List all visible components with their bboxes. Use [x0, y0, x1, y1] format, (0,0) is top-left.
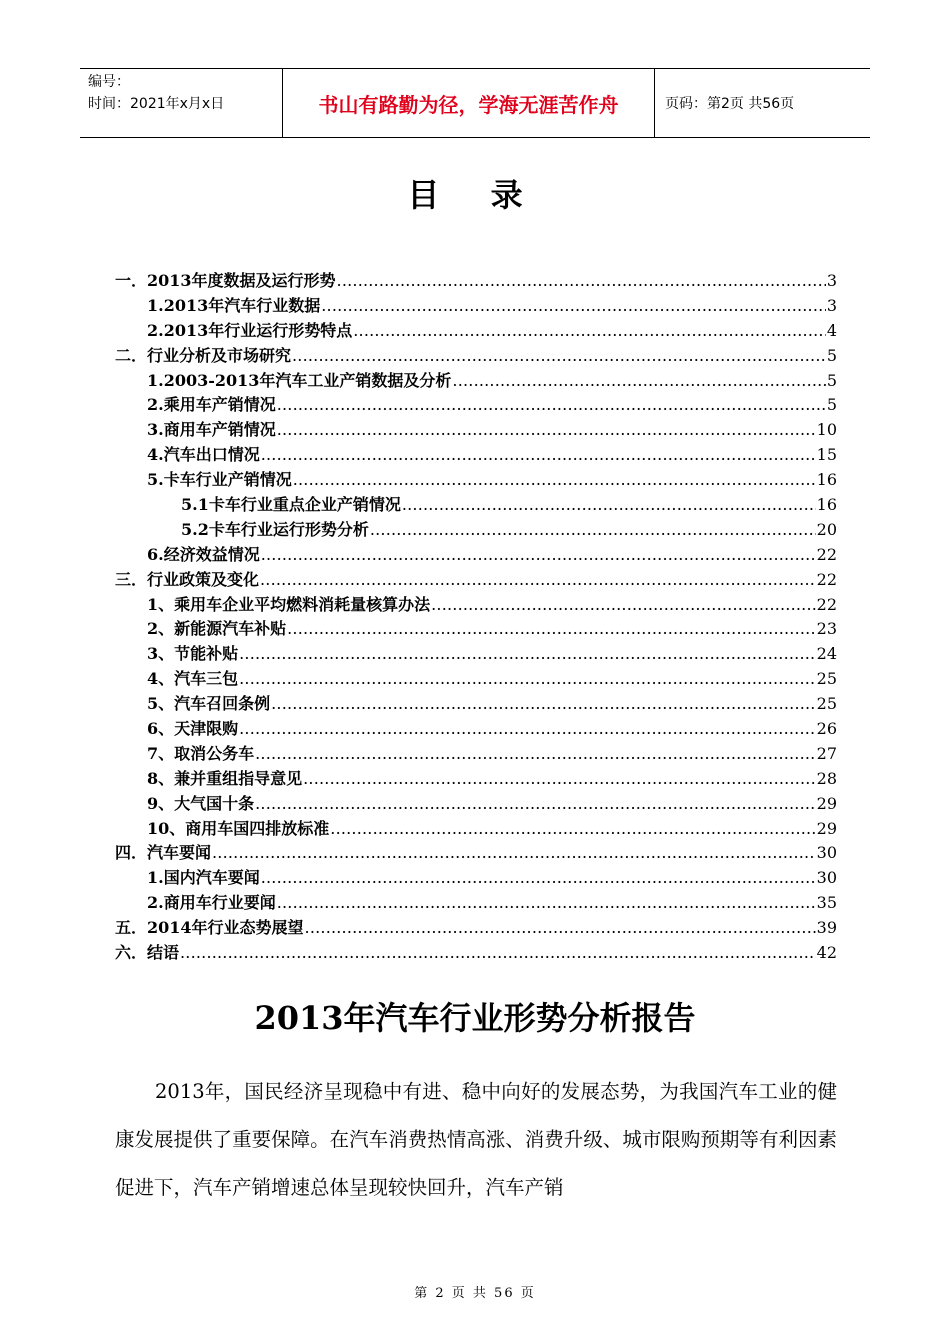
toc-entry[interactable] [115, 517, 837, 542]
toc-leader-dots [239, 719, 816, 738]
toc-entry[interactable] [115, 467, 837, 492]
toc-entry-label: 2.乘用车产销情况 [147, 395, 276, 415]
toc-entry-label: 5、汽车召回条例 [147, 694, 271, 714]
toc-entry-page: 10 [816, 420, 837, 440]
document-number-label: 编号： [88, 74, 130, 90]
toc-entry[interactable] [115, 442, 837, 467]
toc-entry-page: 5 [826, 395, 837, 415]
toc-entry[interactable] [115, 492, 837, 517]
toc-title: 目 录 [407, 176, 543, 214]
toc-entry-page: 5 [826, 370, 837, 390]
toc-leader-dots [255, 794, 816, 813]
toc-entry-page: 26 [816, 719, 837, 739]
toc-entry-label: 1.2003-2013年汽车工业产销数据及分析 [147, 370, 452, 390]
toc-entry[interactable] [115, 865, 837, 890]
toc-leader-dots [180, 943, 816, 962]
toc-entry-page: 25 [816, 694, 837, 714]
toc-entry-label: 3、节能补贴 [147, 644, 239, 664]
toc-entry-page: 39 [816, 918, 837, 938]
toc-entry-page: 28 [816, 768, 837, 788]
toc-entry[interactable] [115, 417, 837, 442]
page-footer: 第 2 页 共 56 页 [414, 1286, 536, 1301]
toc-entry-page: 29 [816, 793, 837, 813]
toc-entry-label: 6、天津限购 [147, 719, 239, 739]
toc-leader-dots [277, 420, 816, 439]
toc-leader-dots [212, 843, 816, 862]
toc-entry[interactable] [115, 592, 837, 617]
toc-entry-page: 30 [816, 868, 837, 888]
toc-leader-dots [239, 669, 816, 688]
toc-entry[interactable] [115, 666, 837, 691]
toc-entry-label: 7、取消公务车 [147, 743, 255, 763]
toc-entry-label: 5.2卡车行业运行形势分析 [181, 519, 369, 539]
toc-entry-label: 1.国内汽车要闻 [147, 868, 260, 888]
toc-leader-dots [293, 470, 816, 489]
toc-entry-page: 4 [826, 320, 837, 340]
header-meta-cell [80, 69, 283, 137]
toc-entry[interactable] [115, 268, 837, 293]
toc-leader-dots [370, 520, 816, 539]
toc-entry-page: 25 [816, 669, 837, 689]
toc-entry-label: 5.1卡车行业重点企业产销情况 [181, 495, 401, 515]
toc-entry-label: 2.2013年行业运行形势特点 [147, 320, 353, 340]
toc-entry-label: 3.商用车产销情况 [147, 420, 276, 440]
toc-leader-dots [303, 769, 816, 788]
toc-entry-label: 8、兼并重组指导意见 [147, 768, 303, 788]
toc-leader-dots [431, 595, 816, 614]
toc-entry-label: 4.汽车出口情况 [147, 445, 260, 465]
toc-leader-dots [330, 819, 815, 838]
toc-leader-dots [452, 371, 825, 390]
toc-entry[interactable] [115, 691, 837, 716]
toc-entry-label: 5.卡车行业产销情况 [147, 470, 292, 490]
toc-leader-dots [260, 570, 816, 589]
toc-entry-page: 5 [826, 345, 837, 365]
document-time-label: 时间：2021年x月x日 [88, 96, 225, 112]
toc-entry[interactable] [115, 716, 837, 741]
toc-entry-page: 30 [816, 843, 837, 863]
toc-entry-page: 20 [816, 519, 837, 539]
toc-entry-page: 22 [816, 594, 837, 614]
toc-leader-dots [321, 296, 826, 315]
toc-entry[interactable] [115, 542, 837, 567]
toc-entry[interactable] [115, 915, 837, 940]
toc-entry[interactable] [115, 343, 837, 368]
toc-entry-label: 六．结语 [115, 943, 180, 963]
toc-entry-page: 42 [816, 943, 837, 963]
toc-entry-page: 23 [816, 619, 837, 639]
header-page-info: 页码：第2页 共56页 [665, 96, 795, 112]
toc-leader-dots [277, 893, 816, 912]
header-motto: 书山有路勤为径，学海无涯苦作舟 [283, 69, 655, 137]
toc-leader-dots [402, 495, 816, 514]
toc-entry-label: 一．2013年度数据及运行形势 [115, 271, 336, 290]
toc-leader-dots [337, 271, 826, 290]
toc-leader-dots [261, 545, 816, 564]
toc-entry[interactable] [115, 741, 837, 766]
toc-entry[interactable] [115, 641, 837, 666]
toc-leader-dots [261, 445, 816, 464]
toc-entry-page: 22 [816, 544, 837, 564]
toc-entry[interactable] [115, 816, 837, 841]
toc-entry[interactable] [115, 791, 837, 816]
toc-entry[interactable] [115, 567, 837, 592]
toc-entry-label: 1.2013年汽车行业数据 [147, 295, 321, 315]
toc-entry-label: 4、汽车三包 [147, 669, 239, 689]
toc-entry[interactable] [115, 766, 837, 791]
table-of-contents [115, 268, 837, 965]
toc-leader-dots [277, 395, 826, 414]
toc-entry-label: 1、乘用车企业平均燃料消耗量核算办法 [147, 594, 431, 614]
toc-entry-label: 三．行业政策及变化 [115, 569, 260, 589]
toc-entry-page: 15 [816, 445, 837, 465]
document-header [80, 68, 870, 138]
toc-entry-page: 22 [816, 569, 837, 589]
report-body-paragraph [115, 1068, 837, 1212]
toc-entry-page: 3 [826, 271, 837, 290]
toc-leader-dots [271, 694, 816, 713]
toc-leader-dots [239, 644, 816, 663]
toc-entry-label: 2、新能源汽车补贴 [147, 619, 287, 639]
report-paragraph-text: 2013年，国民经济呈现稳中有进、稳中向好的发展态势，为我国汽车工业的健康发展提供了重要保障。在汽车消费热情高涨、消费升级、城市限购预期等有利因素促进下，汽车产销增速总体呈现较快回升，汽车产销 [115, 1080, 837, 1199]
toc-entry[interactable] [115, 940, 837, 965]
toc-entry-label: 6.经济效益情况 [147, 544, 260, 564]
toc-leader-dots [261, 868, 816, 887]
toc-entry-label: 2.商用车行业要闻 [147, 893, 276, 913]
toc-entry-page: 29 [816, 818, 837, 838]
toc-entry[interactable] [115, 890, 837, 915]
toc-entry-label: 9、大气国十条 [147, 793, 255, 813]
toc-leader-dots [305, 918, 816, 937]
toc-entry-page: 16 [816, 470, 837, 490]
toc-entry[interactable] [115, 616, 837, 641]
toc-entry-page: 27 [816, 743, 837, 763]
toc-entry[interactable] [115, 318, 837, 343]
toc-entry-label: 10、商用车国四排放标准 [147, 818, 330, 838]
toc-entry-label: 二．行业分析及市场研究 [115, 345, 292, 365]
toc-entry[interactable] [115, 368, 837, 393]
toc-entry-page: 16 [816, 495, 837, 515]
toc-entry-label: 四．汽车要闻 [115, 843, 212, 863]
report-title: 2013年汽车行业形势分析报告 [254, 999, 696, 1037]
toc-leader-dots [292, 346, 826, 365]
toc-leader-dots [353, 321, 826, 340]
toc-entry-page: 24 [816, 644, 837, 664]
toc-entry[interactable] [115, 392, 837, 417]
toc-entry-page: 3 [826, 295, 837, 315]
toc-leader-dots [287, 619, 816, 638]
toc-entry-page: 35 [816, 893, 837, 913]
toc-entry-label: 五．2014年行业态势展望 [115, 918, 304, 938]
toc-entry[interactable] [115, 293, 837, 318]
toc-entry[interactable] [115, 840, 837, 865]
toc-leader-dots [255, 744, 816, 763]
